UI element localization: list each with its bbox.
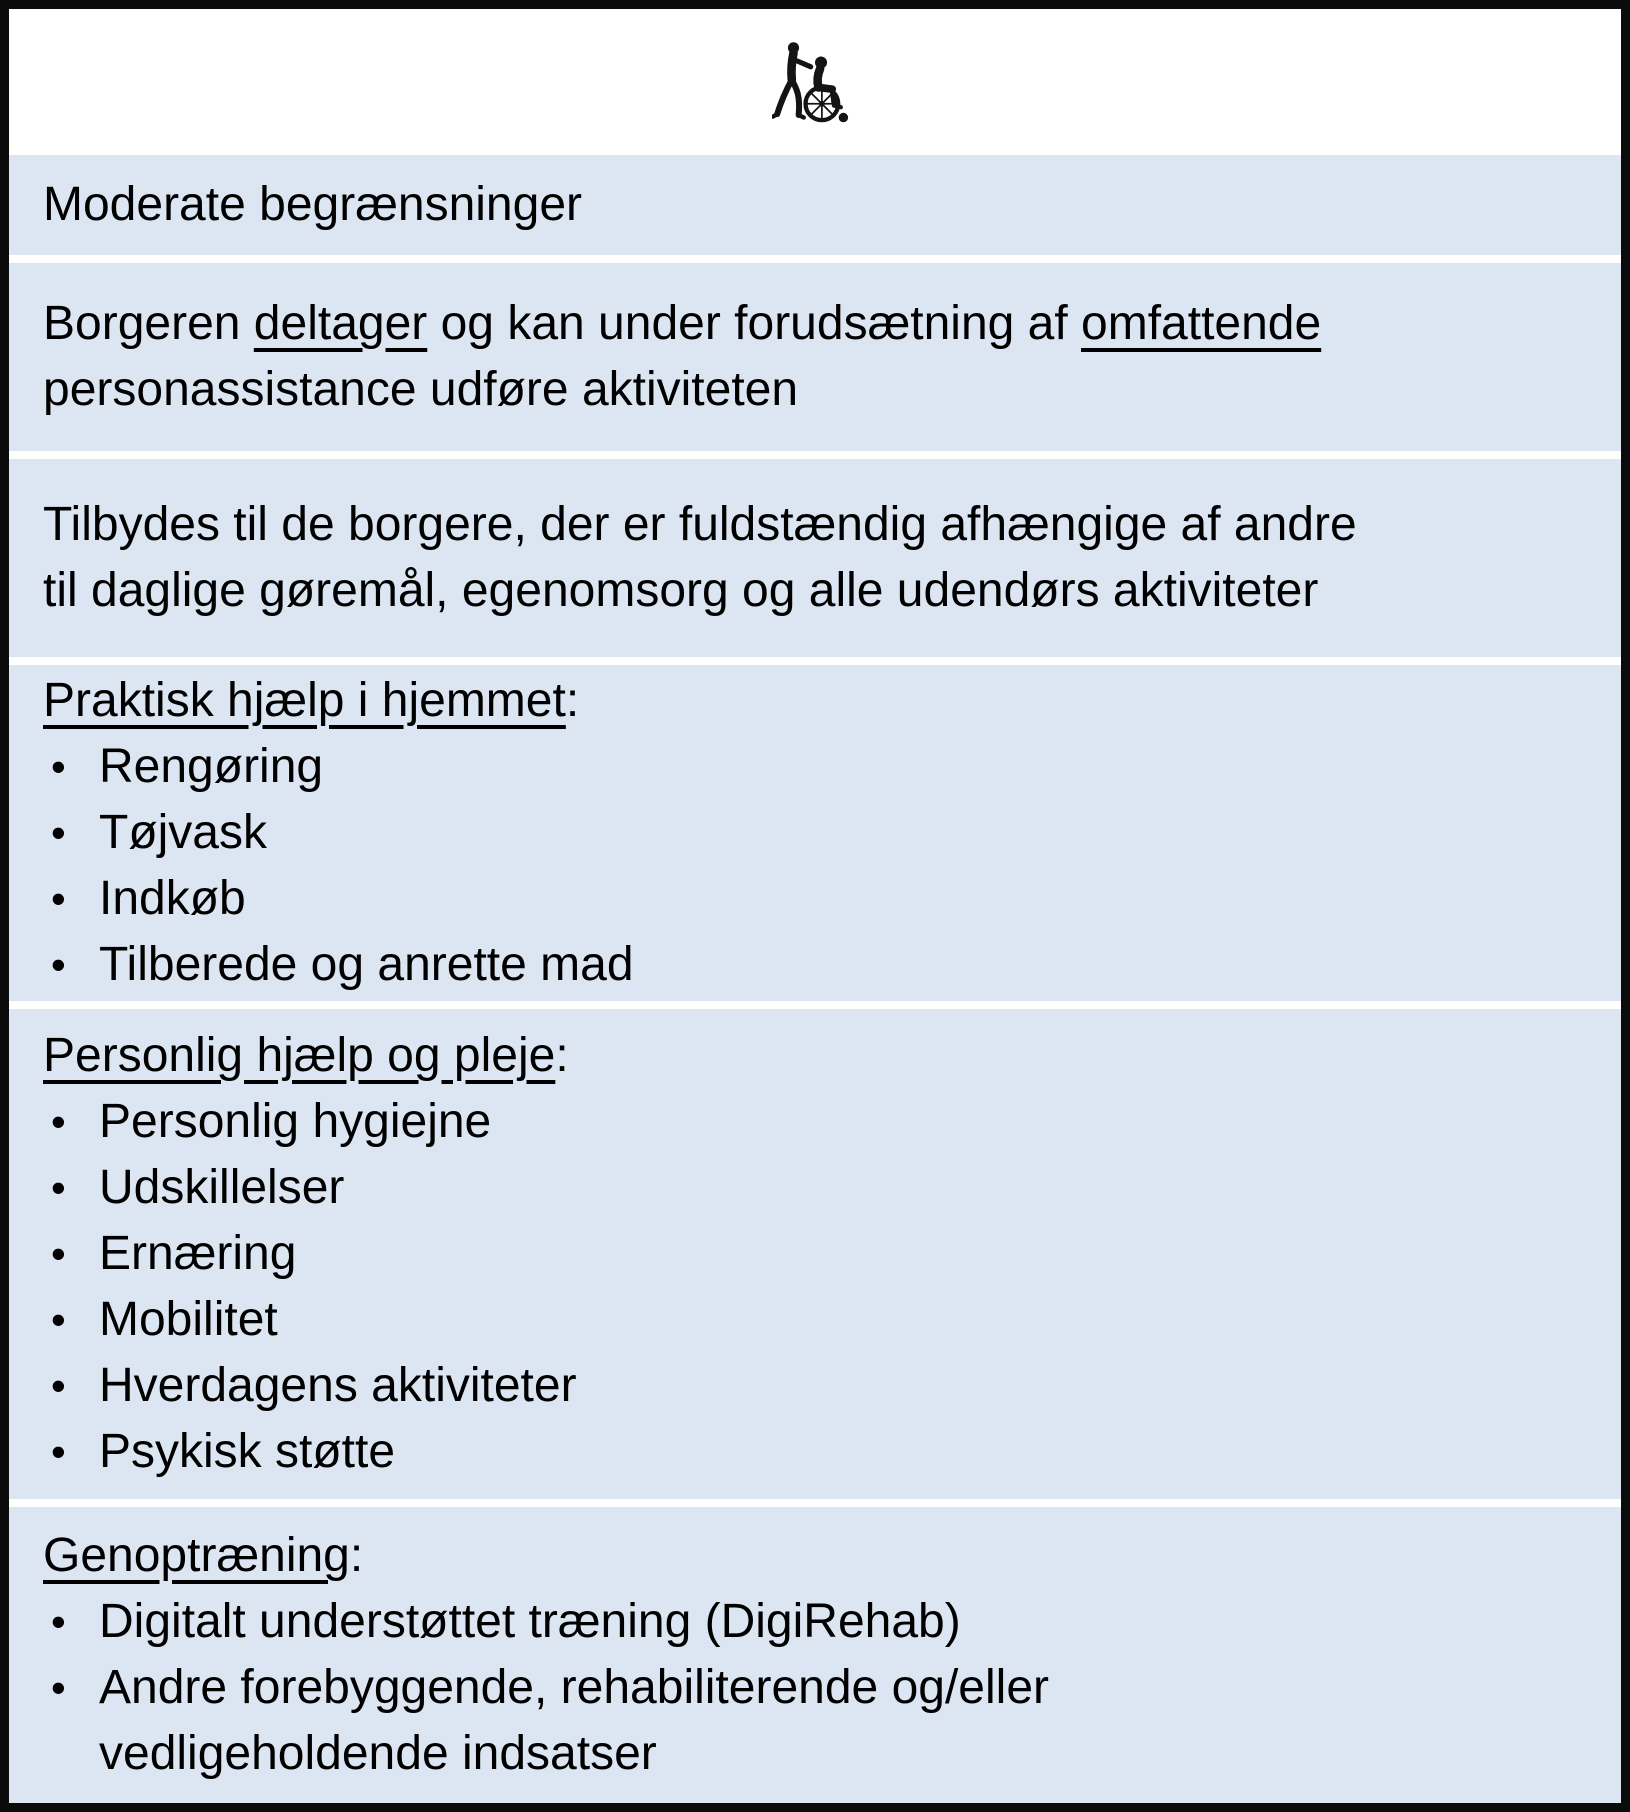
list-item-line-2: vedligeholdende indsatser bbox=[99, 1727, 657, 1780]
row-personal-help-care bbox=[9, 1009, 1621, 1499]
row-severity-level bbox=[9, 155, 1621, 255]
rehabilitation-heading-text: Genoptræning bbox=[43, 1529, 350, 1582]
participation-line-2: personassistance udføre aktiviteten bbox=[43, 363, 799, 416]
list-item: • Personlig hygiejne bbox=[43, 1089, 1601, 1155]
personal-care-heading bbox=[43, 1023, 1601, 1089]
heading-colon: : bbox=[565, 674, 580, 727]
list-item: • Tøjvask bbox=[43, 800, 1601, 866]
participation-text: Borgeren bbox=[43, 297, 254, 350]
list-item: • Rengøring bbox=[43, 734, 1601, 800]
personal-care-heading-text: Personlig hjælp og pleje bbox=[43, 1029, 556, 1082]
practical-help-list bbox=[43, 734, 1601, 998]
practical-help-heading bbox=[43, 668, 1601, 734]
list-item: • Udskillelser bbox=[43, 1155, 1601, 1221]
list-item-line-1: Andre forebyggende, rehabiliterende og/eller bbox=[99, 1661, 1049, 1714]
participation-line-1 bbox=[43, 291, 1601, 357]
caregiver-pushing-wheelchair-icon bbox=[772, 37, 858, 131]
row-rehabilitation bbox=[9, 1507, 1621, 1803]
practical-help-heading-text: Praktisk hjælp i hjemmet bbox=[43, 674, 566, 727]
list-item: • Digitalt understøttet træning (DigiRehab) bbox=[43, 1589, 1601, 1655]
list-item: • Mobilitet bbox=[43, 1287, 1601, 1353]
list-item: • Tilberede og anrette mad bbox=[43, 932, 1601, 998]
target-line-1: Tilbydes til de borgere, der er fuldstændig afhængige af andre bbox=[43, 498, 1357, 551]
severity-text: Moderate begrænsninger bbox=[43, 178, 582, 231]
row-target-group-description bbox=[9, 459, 1621, 657]
heading-colon: : bbox=[555, 1029, 569, 1082]
list-item bbox=[43, 1655, 1601, 1787]
list-item: • Psykisk støtte bbox=[43, 1419, 1601, 1485]
row-participation-description bbox=[9, 263, 1621, 451]
list-item: • Indkøb bbox=[43, 866, 1601, 932]
rehabilitation-list bbox=[43, 1589, 1601, 1787]
table-header bbox=[9, 9, 1621, 147]
row-practical-help bbox=[9, 665, 1621, 1001]
rehabilitation-heading bbox=[43, 1523, 1601, 1589]
personal-care-list bbox=[43, 1089, 1601, 1485]
participation-underlined-omfattende: omfattende bbox=[1081, 297, 1322, 350]
target-line-2: til daglige gøremål, egenomsorg og alle udendørs aktiviteter bbox=[43, 564, 1319, 617]
list-item: • Hverdagens aktiviteter bbox=[43, 1353, 1601, 1419]
participation-underlined-deltager: deltager bbox=[253, 297, 428, 350]
heading-colon: : bbox=[349, 1529, 364, 1582]
participation-text: og kan under forudsætning af bbox=[427, 297, 1082, 350]
list-item: • Ernæring bbox=[43, 1221, 1601, 1287]
